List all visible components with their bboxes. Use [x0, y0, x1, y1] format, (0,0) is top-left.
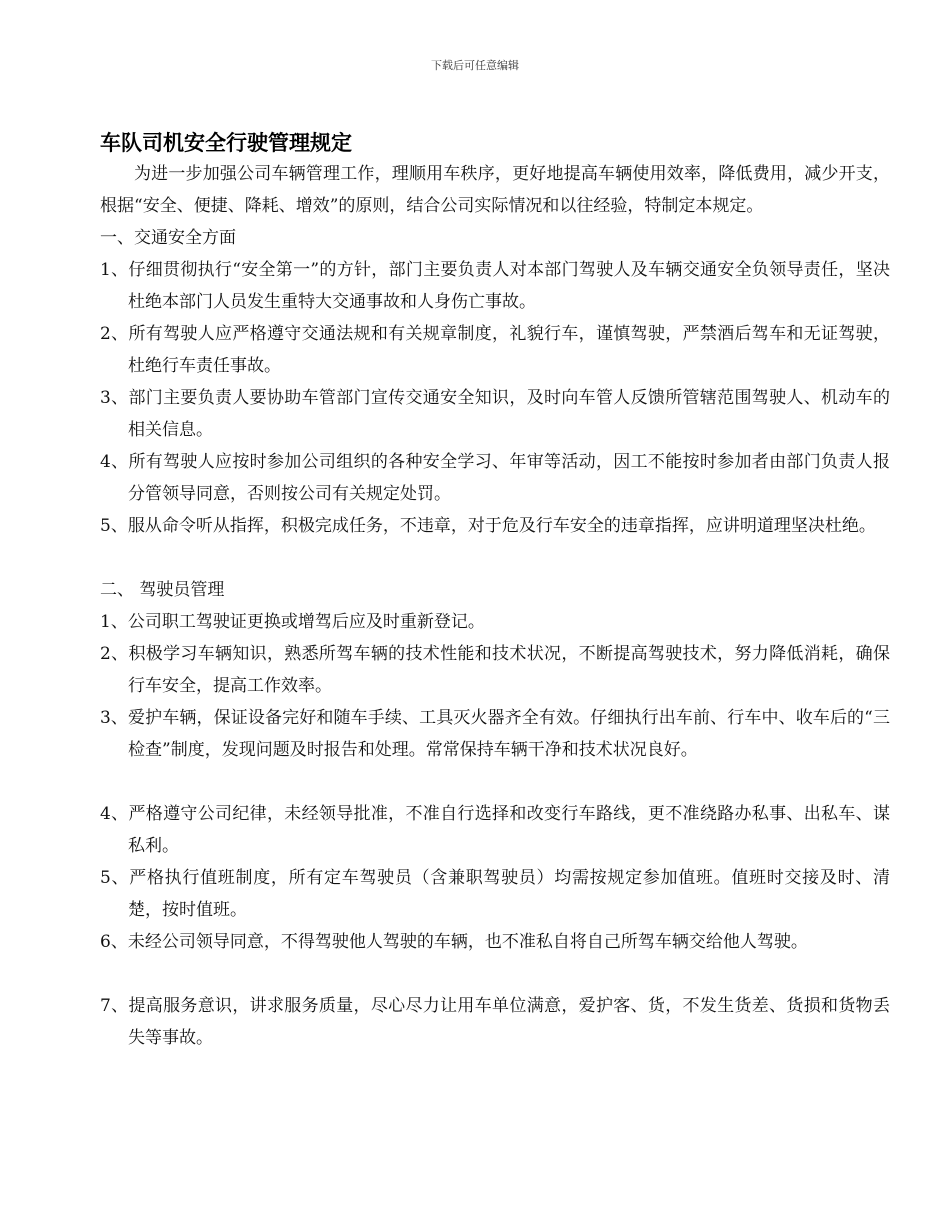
section-heading-traffic-safety: 一、交通安全方面 — [100, 228, 236, 248]
list-item: 6、未经公司领导同意，不得驾驶他人驾驶的车辆，也不准私自将自己所驾车辆交给他人驾驶。 — [100, 932, 808, 952]
list-item: 4、严格遵守公司纪律，未经领导批准，不准自行选择和改变行车路线，更不准绕路办私事、出私车、谋私利。 — [100, 804, 890, 856]
document-body — [100, 128, 890, 1054]
list-item: 4、所有驾驶人应按时参加公司组织的各种安全学习、年审等活动，因工不能按时参加者由部门负责人报分管领导同意，否则按公司有关规定处罚。 — [100, 452, 890, 504]
list-item: 3、爱护车辆，保证设备完好和随车手续、工具灭火器齐全有效。仔细执行出车前、行车中、收车后的“三检查”制度，发现问题及时报告和处理。常常保持车辆干净和技术状况良好。 — [100, 708, 890, 760]
spacer — [100, 542, 890, 574]
list-item: 5、严格执行值班制度，所有定车驾驶员（含兼职驾驶员）均需按规定参加值班。值班时交接及时、清楚，按时值班。 — [100, 868, 890, 920]
list-item: 2、所有驾驶人应严格遵守交通法规和有关规章制度，礼貌行车，谨慎驾驶，严禁酒后驾车和无证驾驶，杜绝行车责任事故。 — [100, 324, 890, 376]
list-item: 1、公司职工驾驶证更换或增驾后应及时重新登记。 — [100, 612, 485, 632]
section-heading-driver-management: 二、 驾驶员管理 — [100, 580, 225, 600]
list-item: 2、积极学习车辆知识，熟悉所驾车辆的技术性能和技术状况，不断提高驾驶技术，努力降低消耗，确保行车安全，提高工作效率。 — [100, 644, 890, 696]
page-header-note: 下载后可任意编辑 — [431, 59, 519, 72]
document-title: 车队司机安全行驶管理规定 — [100, 131, 352, 155]
list-item: 3、部门主要负责人要协助车管部门宣传交通安全知识，及时向车管人反馈所管辖范围驾驶人、机动车的相关信息。 — [100, 388, 890, 440]
list-item: 7、提高服务意识，讲求服务质量，尽心尽力让用车单位满意，爱护客、货，不发生货差、货损和货物丢失等事故。 — [100, 996, 890, 1048]
spacer — [100, 766, 890, 798]
spacer — [100, 958, 890, 990]
list-item: 5、服从命令听从指挥，积极完成任务，不违章，对于危及行车安全的违章指挥，应讲明道理坚决杜绝。 — [100, 516, 876, 536]
intro-paragraph: 为进一步加强公司车辆管理工作，理顺用车秩序，更好地提高车辆使用效率，降低费用，减少开支，根据“安全、便捷、降耗、增效”的原则，结合公司实际情况和以往经验，特制定本规定。 — [100, 164, 890, 216]
list-item: 1、仔细贯彻执行“安全第一”的方针，部门主要负责人对本部门驾驶人及车辆交通安全负领导责任，坚决杜绝本部门人员发生重特大交通事故和人身伤亡事故。 — [100, 260, 890, 312]
